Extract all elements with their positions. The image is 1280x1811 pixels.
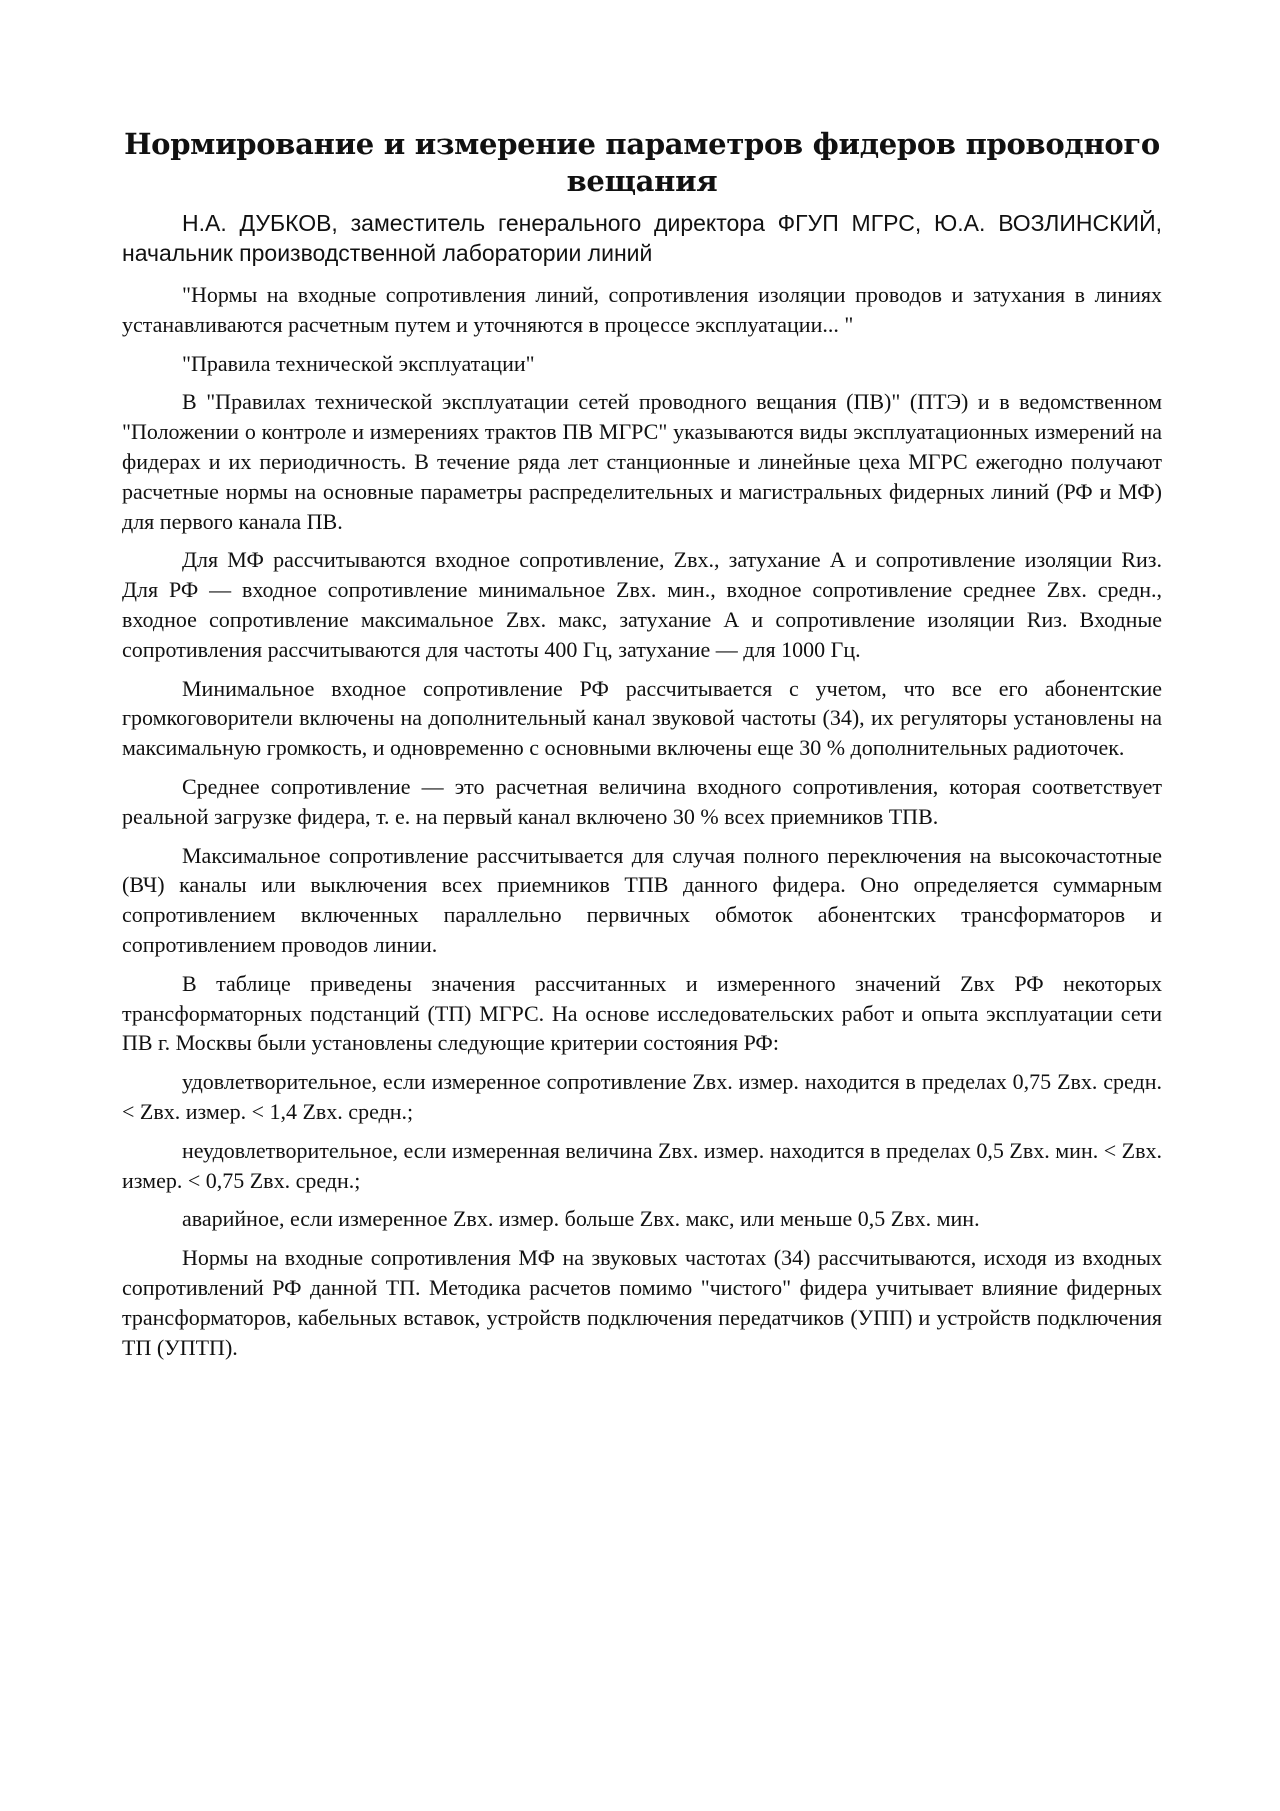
body-paragraph: Максимальное сопротивление рассчитывается для случая полного переключения на высокочастотные (ВЧ) каналы или выключения всех приемников ТПВ данного фидера. Оно определяется суммарным сопротивлением включенных параллельно первичных обмоток абонентских трансформаторов и сопротивлением проводов линии. [122, 842, 1162, 957]
body-paragraph: Среднее сопротивление — это расчетная величина входного сопротивления, которая соответствует реальной загрузке фидера, т. е. на первый канал включено 30 % всех приемников ТПВ. [122, 773, 1162, 829]
body-paragraph: Нормы на входные сопротивления МФ на звуковых частотах (34) рассчитываются, исходя из входных сопротивлений РФ данной ТП. Методика расчетов помимо "чистого" фидера учитывает влияние фидерных трансформаторов, кабельных вставок, устройств подключения передатчиков (УПП) и устройств подключения ТП (УПТП). [122, 1245, 1162, 1360]
criterion-emergency: аварийное, если измеренное Zвх. измер. больше Zвх. макс, или меньше 0,5 Zвх. мин. [182, 1206, 980, 1232]
body-paragraph: В "Правилах технической эксплуатации сетей проводного вещания (ПВ)" (ПТЭ) и в ведомственном "Положении о контроле и измерениях трактов ПВ МГРС" указываются виды эксплуатационных измерений на фидерах и их периодичность. В течение ряда лет станционные и линейные цеха МГРС ежегодно получают расчетные нормы на основные параметры распределительных и магистральных фидерных линий (РФ и МФ) для первого канала ПВ. [122, 389, 1162, 534]
criterion-unsatisfactory: неудовлетворительное, если измеренная величина Zвх. измер. находится в пределах 0,5 Zвх. мин. < Zвх. измер. < 0,75 Zвх. средн.; [122, 1137, 1162, 1193]
criterion-satisfactory: удовлетворительное, если измеренное сопротивление Zвх. измер. находится в пределах 0,75 Zвх. средн. < Zвх. измер. < 1,4 Zвх. средн.; [122, 1069, 1162, 1124]
document-page [122, 126, 1162, 1371]
body-paragraph: В таблице приведены значения рассчитанных и измеренного значений Zвх РФ некоторых трансформаторных подстанций (ТП) МГРС. На основе исследовательских работ и опыта эксплуатации сети ПВ г. Москвы были установлены следующие критерии состояния РФ: [122, 970, 1162, 1056]
document-authors: Н.А. ДУБКОВ, заместитель генерального директора ФГУП МГРС, Ю.А. ВОЗЛИНСКИЙ, начальник производственной лаборатории линий [122, 210, 1162, 266]
body-paragraph: Для МФ рассчитываются входное сопротивление, Zвх., затухание А и сопротивление изоляции Rиз. Для РФ — входное сопротивление минимальное Zвх. мин., входное сопротивление среднее Zвх. средн., входное сопротивление максимальное Zвх. макс, затухание А и сопротивление изоляции Rиз. Входные сопротивления рассчитываются для частоты 400 Гц, затухание — для 1000 Гц. [122, 547, 1162, 662]
epigraph-quote: "Нормы на входные сопротивления линий, сопротивления изоляции проводов и затухания в линиях устанавливаются расчетным путем и уточняются в процессе эксплуатации... " [122, 282, 1162, 337]
document-title: Нормирование и измерение параметров фидеров проводного вещания [124, 127, 1160, 198]
body-paragraph: Минимальное входное сопротивление РФ рассчитывается с учетом, что все его абонентские громкоговорители включены на дополнительный канал звуковой частоты (34), их регуляторы установлены на максимальную громкость, и одновременно с основными включены еще 30 % дополнительных радиоточек. [122, 675, 1162, 761]
epigraph-source: "Правила технической эксплуатации" [182, 350, 535, 376]
